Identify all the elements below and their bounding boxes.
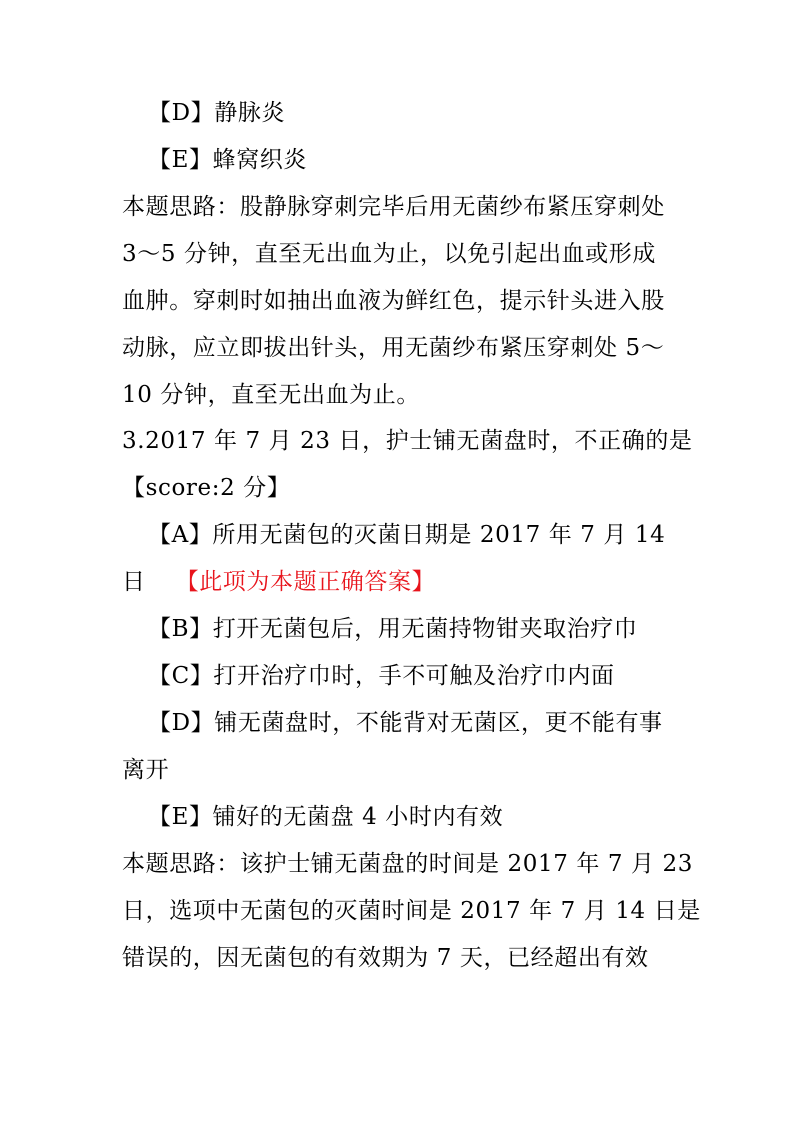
prev-explanation-line-3: 血肿。穿刺时如抽出血液为鲜红色，提示针头进入股	[122, 288, 665, 314]
prev-option-d: 【D】静脉炎	[148, 100, 286, 126]
option-a-line-2	[122, 567, 435, 597]
option-e: 【E】铺好的无菌盘 4 小时内有效	[148, 804, 504, 830]
explanation-line-2: 日，选项中无菌包的灭菌时间是 2017 年 7 月 14 日是	[122, 898, 701, 924]
prev-explanation-line-5: 10 分钟，直至无出血为止。	[122, 382, 420, 408]
prev-explanation-line-1: 本题思路：股静脉穿刺完毕后用无菌纱布紧压穿刺处	[122, 194, 665, 220]
explanation-line-1: 本题思路：该护士铺无菌盘的时间是 2017 年 7 月 23	[122, 851, 693, 877]
option-c: 【C】打开治疗巾时，手不可触及治疗巾内面	[148, 663, 615, 689]
prev-explanation-line-2: 3～5 分钟，直至无出血为止，以免引起出血或形成	[122, 241, 656, 267]
option-a-line-1: 【A】所用无菌包的灭菌日期是 2017 年 7 月 14	[148, 522, 666, 548]
option-a-continuation: 日	[122, 569, 146, 595]
question-stem: 3.2017 年 7 月 23 日，护士铺无菌盘时，不正确的是	[122, 428, 693, 454]
prev-option-e: 【E】蜂窝织炎	[148, 147, 307, 173]
question-score: 【score:2 分】	[122, 475, 291, 501]
correct-answer-marker: 【此项为本题正确答案】	[175, 569, 436, 595]
prev-explanation-line-4: 动脉，应立即拔出针头，用无菌纱布紧压穿刺处 5～	[122, 335, 665, 361]
option-d-line-2: 离开	[122, 757, 170, 783]
explanation-line-3: 错误的，因无菌包的有效期为 7 天，已经超出有效	[122, 945, 649, 971]
option-b: 【B】打开无菌包后，用无菌持物钳夹取治疗巾	[148, 616, 638, 642]
option-d-line-1: 【D】铺无菌盘时，不能背对无菌区，更不能有事	[148, 710, 663, 736]
